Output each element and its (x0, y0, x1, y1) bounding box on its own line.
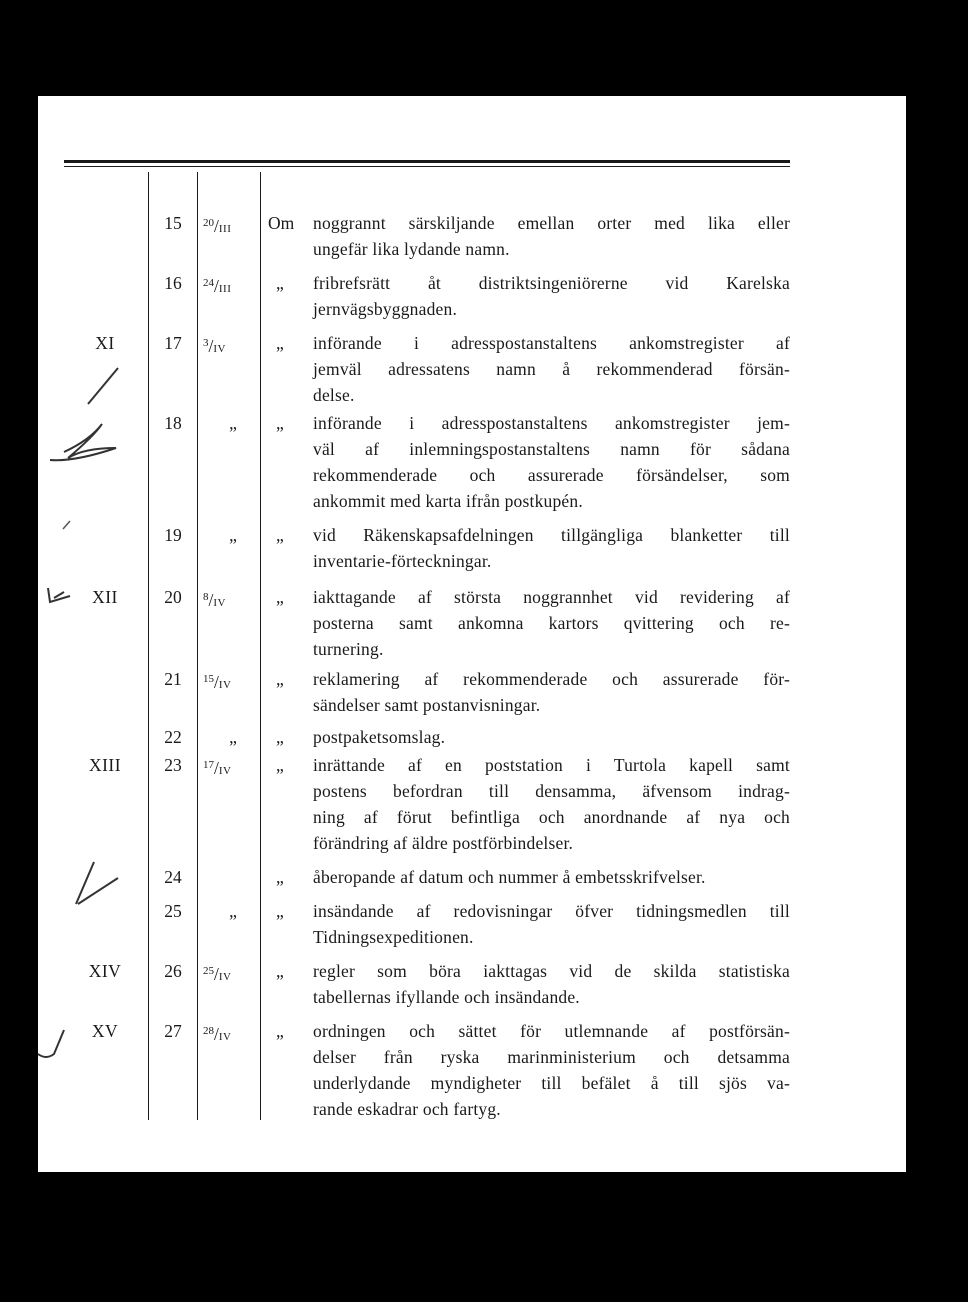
entry-prefix: „ (276, 669, 284, 689)
date-month: IV (218, 765, 232, 777)
date-day: 28 (203, 1025, 214, 1037)
entry-number: 16 (164, 273, 182, 293)
entry-text (313, 898, 790, 950)
entry-text-line: ungefär lika lydande namn. (313, 239, 510, 259)
entry-number: 25 (164, 901, 182, 921)
entry-number: 17 (164, 333, 182, 353)
date-slash: / (214, 216, 219, 236)
date-month: IV (218, 679, 232, 691)
entry-text-line: Tidningsexpeditionen. (313, 927, 474, 947)
date-day: 20 (203, 217, 214, 229)
entry-text-line: rande eskadrar och fartyg. (313, 1099, 501, 1119)
date-day: 25 (203, 965, 214, 977)
date-month: IV (213, 597, 226, 609)
entry-text-line: jernvägsbyggnaden. (313, 299, 458, 319)
date-slash: / (214, 672, 219, 692)
pencil-loop-mark (44, 418, 124, 468)
entry-date (203, 270, 259, 302)
date-ditto-mark: „ (229, 525, 237, 545)
column-divider-3 (260, 172, 261, 1120)
entry-date (203, 666, 259, 698)
entry-number: 23 (164, 755, 182, 775)
entry-prefix: „ (276, 587, 284, 607)
scan-border-bottom (0, 1172, 968, 1302)
entry-text (313, 410, 790, 514)
entry-text-line: förändring af äldre postförbindelser. (313, 833, 574, 853)
entry-text-line: rekommenderade och assurerade försändelser, som (313, 465, 790, 485)
date-month: IV (218, 971, 232, 983)
entry-date (203, 752, 259, 784)
entry-number: 21 (164, 669, 182, 689)
date-slash: / (214, 758, 219, 778)
entry-text-line: väl af inlemningspostanstaltens namn för sådana (313, 439, 790, 459)
date-month: IV (218, 1031, 232, 1043)
entry-text-line: insändande af redovisningar öfver tidningsmedlen till (313, 901, 790, 921)
entry-number: 26 (164, 961, 182, 981)
top-rule-thin (64, 166, 790, 167)
entry-prefix: „ (276, 727, 284, 747)
entry-text (313, 724, 790, 750)
entry-number: 18 (164, 413, 182, 433)
date-slash: / (208, 590, 214, 610)
entry-prefix: „ (276, 525, 284, 545)
date-day: 17 (203, 759, 214, 771)
margin-roman-numeral: XIII (88, 755, 122, 775)
entry-text (313, 864, 790, 890)
entry-prefix: „ (276, 1021, 284, 1041)
entry-text-line: delse. (313, 385, 355, 405)
entry-date (203, 330, 259, 362)
entry-date (203, 210, 259, 242)
date-day: 15 (203, 673, 214, 685)
entry-number: 15 (164, 213, 182, 233)
scan-border-right (906, 0, 968, 1302)
entry-text (313, 584, 790, 662)
entry-number: 27 (164, 1021, 182, 1041)
entry-text (313, 330, 790, 408)
entry-text-line: iakttagande af största noggrannhet vid revidering af (313, 587, 790, 607)
entry-text-line: införande i adresspostanstaltens ankomstregister af (313, 333, 790, 353)
entry-text-line: noggrannt särskiljande emellan orter med lika eller (313, 213, 790, 233)
entry-prefix: „ (276, 333, 284, 353)
entry-text-line: jemväl adressatens namn å rekommenderad försän- (313, 359, 790, 379)
entry-text-line: inventarie-förteckningar. (313, 551, 492, 571)
entry-text-line: åberopande af datum och nummer å embetsskrifvelser. (313, 867, 706, 887)
pencil-slash-mark-2 (72, 858, 122, 908)
date-ditto-mark: „ (229, 727, 237, 747)
entry-text-line: införande i adresspostanstaltens ankomstregister jem- (313, 413, 790, 433)
margin-roman-numeral: XII (92, 587, 118, 607)
date-slash: / (208, 336, 214, 356)
margin-roman-numeral: XIV (88, 961, 122, 981)
entry-text-line: vid Räkenskapsafdelningen tillgängliga blanketter till (313, 525, 790, 545)
date-slash: / (214, 1024, 219, 1044)
entry-text-line: turnering. (313, 639, 384, 659)
pencil-tick-mark (34, 1024, 70, 1064)
entry-date (203, 958, 259, 990)
entry-text (313, 522, 790, 574)
entry-prefix: Om (268, 213, 295, 233)
entry-text-line: delser från ryska marinministerium och detsamma (313, 1047, 790, 1067)
entry-text-line: tabellernas ifyllande och insändande. (313, 987, 580, 1007)
date-month: III (218, 223, 232, 235)
date-day: 8 (203, 591, 209, 603)
date-slash: / (214, 276, 219, 296)
entry-number: 20 (164, 587, 182, 607)
entry-text (313, 210, 790, 262)
margin-roman-numeral: XV (91, 1021, 119, 1041)
entry-prefix: „ (276, 273, 284, 293)
entry-prefix: „ (276, 755, 284, 775)
pencil-dot-mark (60, 518, 74, 532)
date-month: IV (213, 343, 226, 355)
entry-text-line: ning af förut befintliga och anordnande af nya och (313, 807, 790, 827)
entry-text-line: reklamering af rekommenderade och assurerade för- (313, 669, 790, 689)
pencil-slash-mark (84, 362, 124, 410)
scan-border-top (0, 0, 968, 96)
entry-prefix: „ (276, 413, 284, 433)
entry-prefix: „ (276, 901, 284, 921)
entry-text (313, 958, 790, 1010)
entry-date (203, 584, 259, 616)
entry-date (203, 1018, 259, 1050)
column-divider-2 (197, 172, 198, 1120)
date-ditto-mark: „ (229, 901, 237, 921)
entry-number: 22 (164, 727, 182, 747)
date-month: III (218, 283, 232, 295)
entry-text-line: underlydande myndigheter till befälet å till sjös va- (313, 1073, 790, 1093)
entry-text-line: regler som böra iakttagas vid de skilda statistiska (313, 961, 790, 981)
date-slash: / (214, 964, 219, 984)
column-divider-1 (148, 172, 149, 1120)
entry-text-line: ordningen och sättet för utlemnande af postförsän- (313, 1021, 790, 1041)
date-day: 3 (203, 337, 209, 349)
entry-prefix: „ (276, 961, 284, 981)
scan-border-left (0, 0, 38, 1302)
entry-text-line: postens befordran till densamma, äfvensom indrag- (313, 781, 790, 801)
entry-text (313, 1018, 790, 1122)
entry-text-line: fribrefsrätt åt distriktsingeniörerne vid Karelska (313, 273, 790, 293)
date-day: 24 (203, 277, 214, 289)
margin-roman-numeral: XI (95, 333, 115, 353)
entry-text (313, 270, 790, 322)
entry-text (313, 666, 790, 718)
entry-number: 24 (164, 867, 182, 887)
entry-text-line: sändelser samt postanvisningar. (313, 695, 541, 715)
entry-number: 19 (164, 525, 182, 545)
entry-prefix: „ (276, 867, 284, 887)
entry-text-line: ankommit med karta ifrån postkupén. (313, 491, 583, 511)
entry-text-line: posterna samt ankomna kartors qvittering och re- (313, 613, 790, 633)
date-ditto-mark: „ (229, 413, 237, 433)
pencil-check-mark (44, 584, 74, 608)
entry-text-line: inrättande af en poststation i Turtola kapell samt (313, 755, 790, 775)
entry-text (313, 752, 790, 856)
entry-text-line: postpaketsomslag. (313, 727, 446, 747)
top-rule-thick (64, 160, 790, 163)
